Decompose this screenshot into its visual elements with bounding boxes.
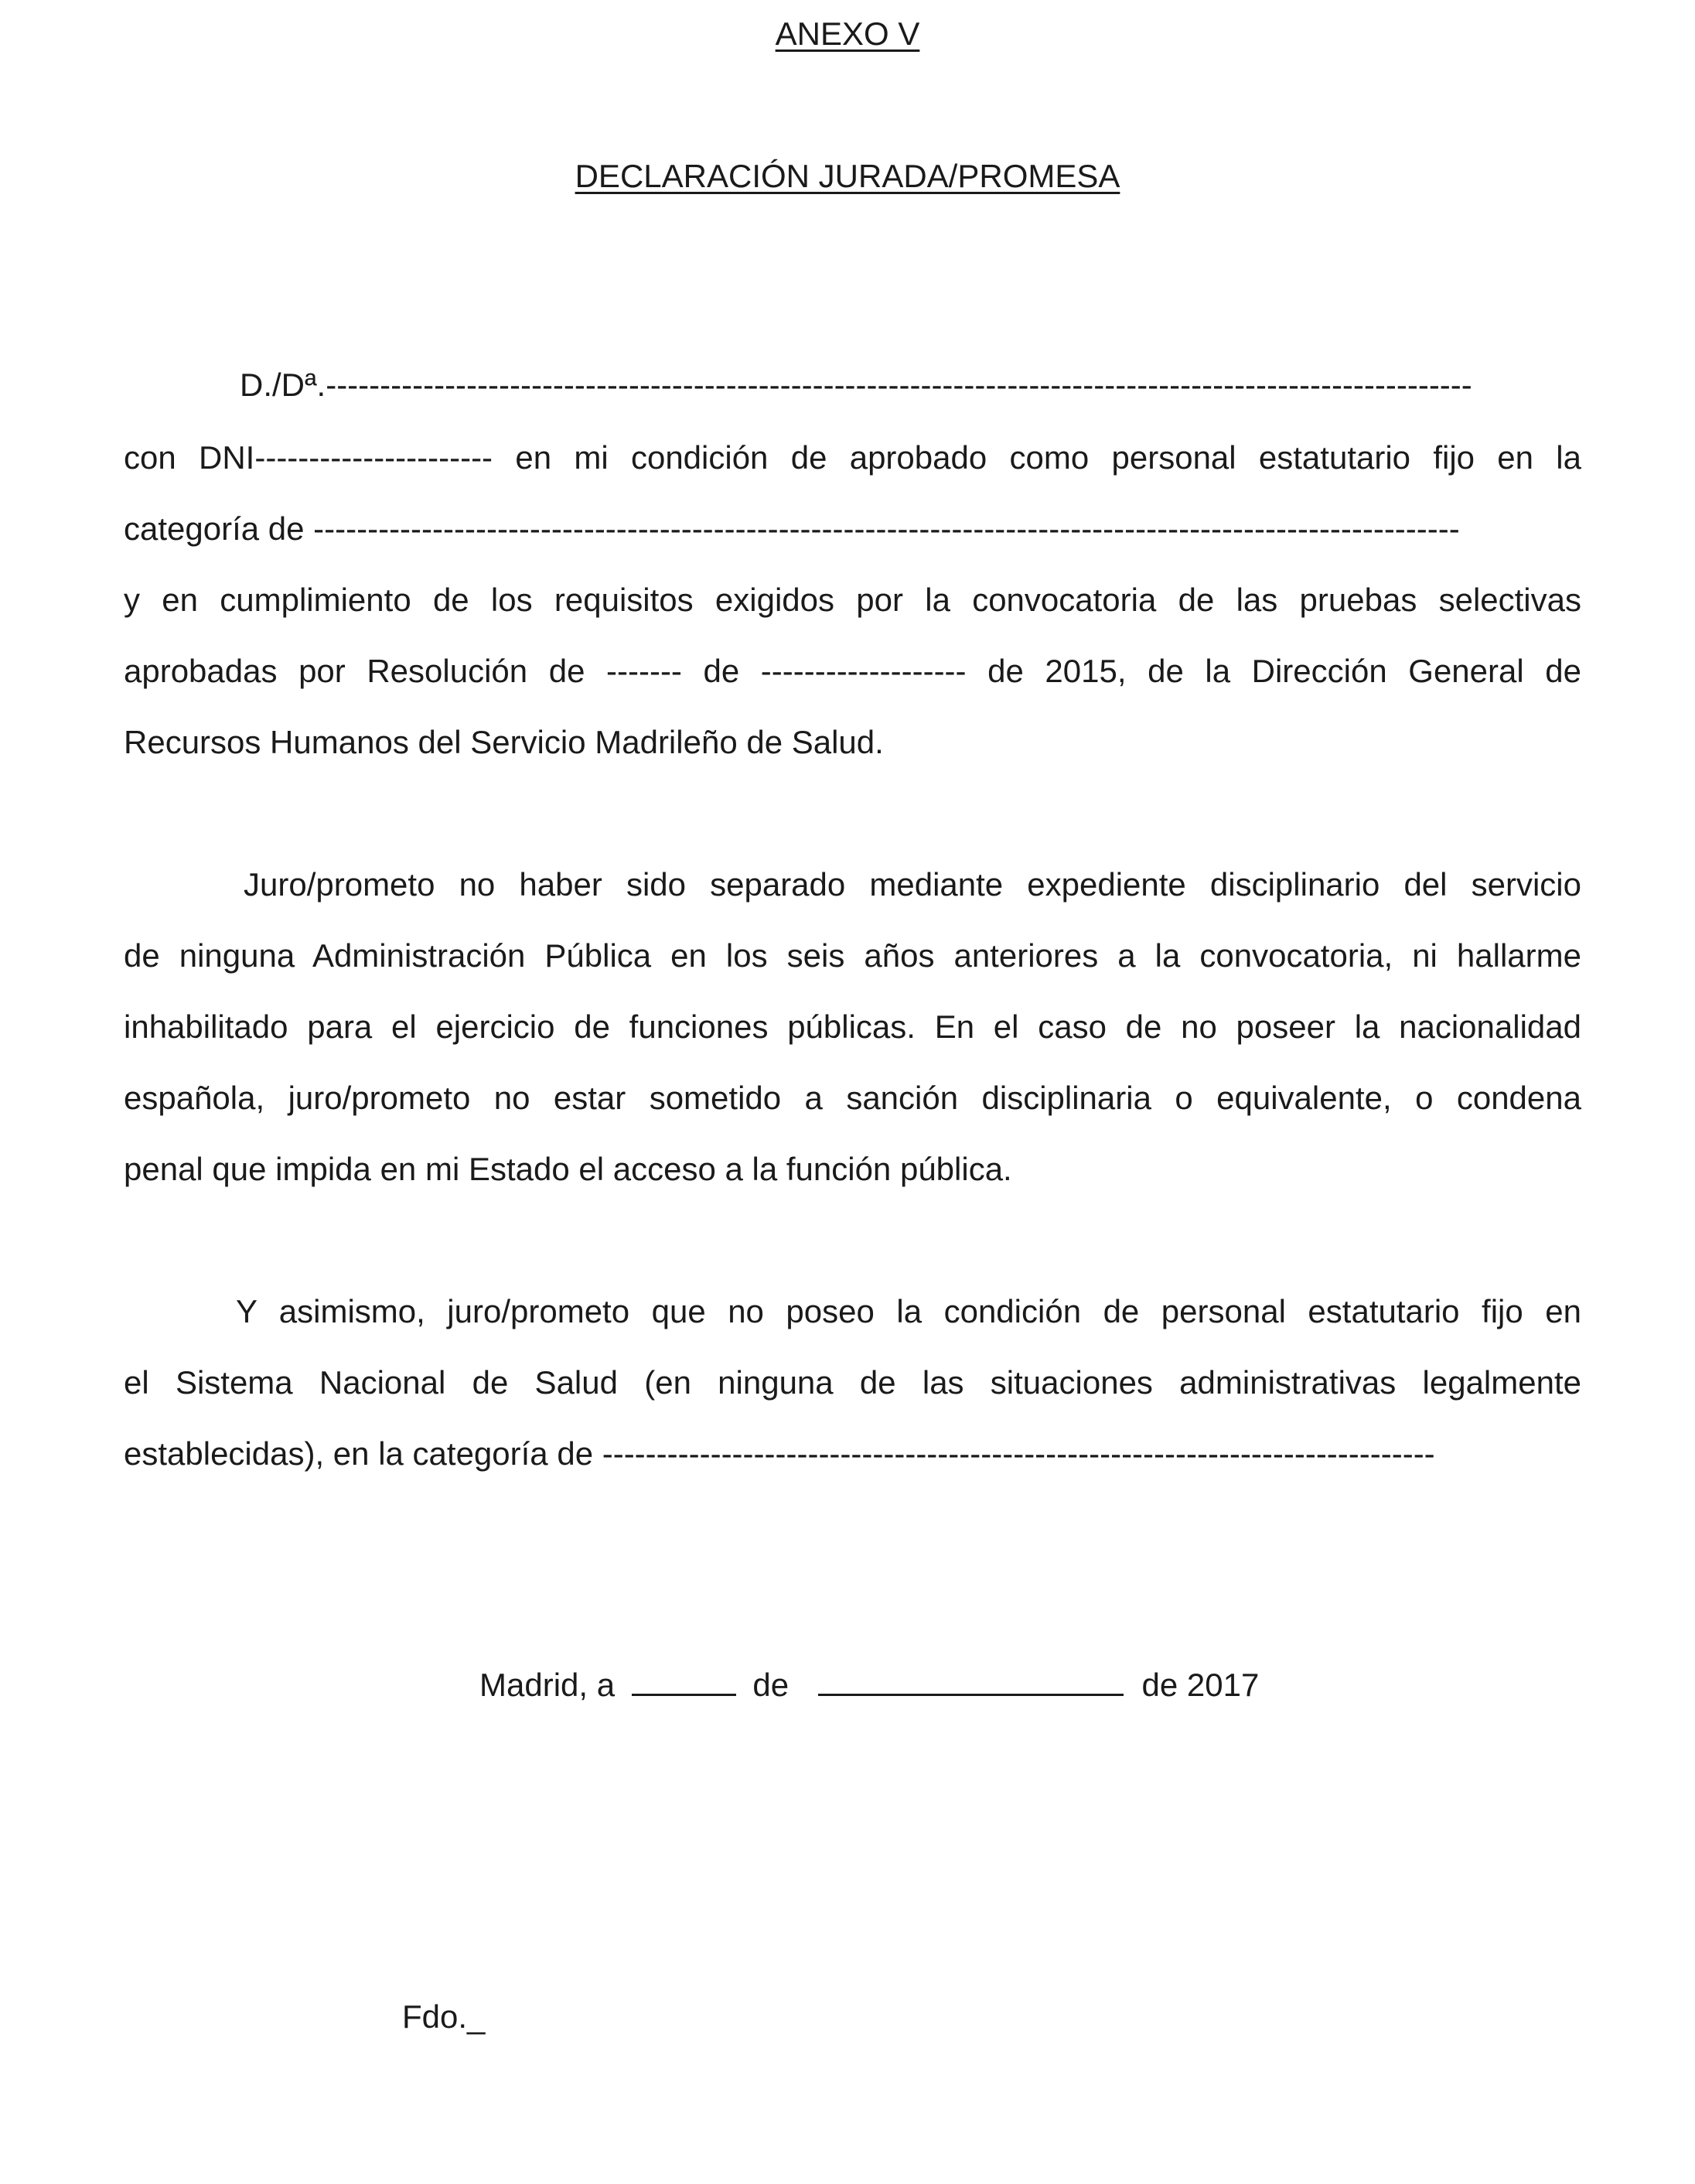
date-year-suffix: de 2017 — [1141, 1667, 1260, 1703]
annex-heading — [0, 12, 1695, 56]
paragraph-line: y en cumplimiento de los requisitos exigidos por la convocatoria de las pruebas selectivas — [124, 582, 1581, 618]
paragraph-line: el Sistema Nacional de Salud (en ninguna de las situaciones administrativas legalmente — [124, 1364, 1581, 1401]
paragraph-line: establecidas), en la categoría de ----------------------------------------------------------------------------- — [124, 1435, 1435, 1472]
annex-heading-text: ANEXO V — [775, 15, 920, 52]
paragraph-line: Juro/prometo no haber sido separado mediante expediente disciplinario del servicio — [244, 866, 1581, 903]
paragraph-line: española, juro/prometo no estar sometido a sanción disciplinaria o equivalente, o condena — [124, 1080, 1581, 1116]
paragraph-line: Y asimismo, juro/prometo que no poseo la condición de personal estatutario fijo en — [236, 1293, 1581, 1329]
month-blank-field[interactable] — [818, 1663, 1124, 1696]
paragraph-line: con DNI---------------------- en mi condición de aprobado como personal estatutario fijo en la — [124, 439, 1581, 476]
document-title — [0, 155, 1695, 198]
paragraph-line: categoría de ---------------------------------------------------------------------------------------------------------- — [124, 510, 1460, 547]
paragraph-line: D./Dª.---------------------------------------------------------------------------------------------------------- — [240, 367, 1472, 403]
paragraph-line: Recursos Humanos del Servicio Madrileño de Salud. — [124, 724, 884, 760]
signature-line: Fdo._ — [402, 1998, 486, 2035]
date-line — [479, 1663, 1259, 1707]
day-blank-field[interactable] — [632, 1663, 736, 1696]
paragraph-line: penal que impida en mi Estado el acceso a la función pública. — [124, 1151, 1012, 1187]
date-city-prefix: Madrid, a — [479, 1667, 616, 1703]
document-title-text: DECLARACIÓN JURADA/PROMESA — [575, 158, 1120, 194]
paragraph-line: inhabilitado para el ejercicio de funciones públicas. En el caso de no poseer la nacionalidad — [124, 1008, 1581, 1045]
date-connector: de — [752, 1667, 790, 1703]
paragraph-line: de ninguna Administración Pública en los seis años anteriores a la convocatoria, ni hallarme — [124, 937, 1581, 974]
paragraph-line: aprobadas por Resolución de ------- de ------------------- de 2015, de la Dirección General de — [124, 653, 1581, 689]
